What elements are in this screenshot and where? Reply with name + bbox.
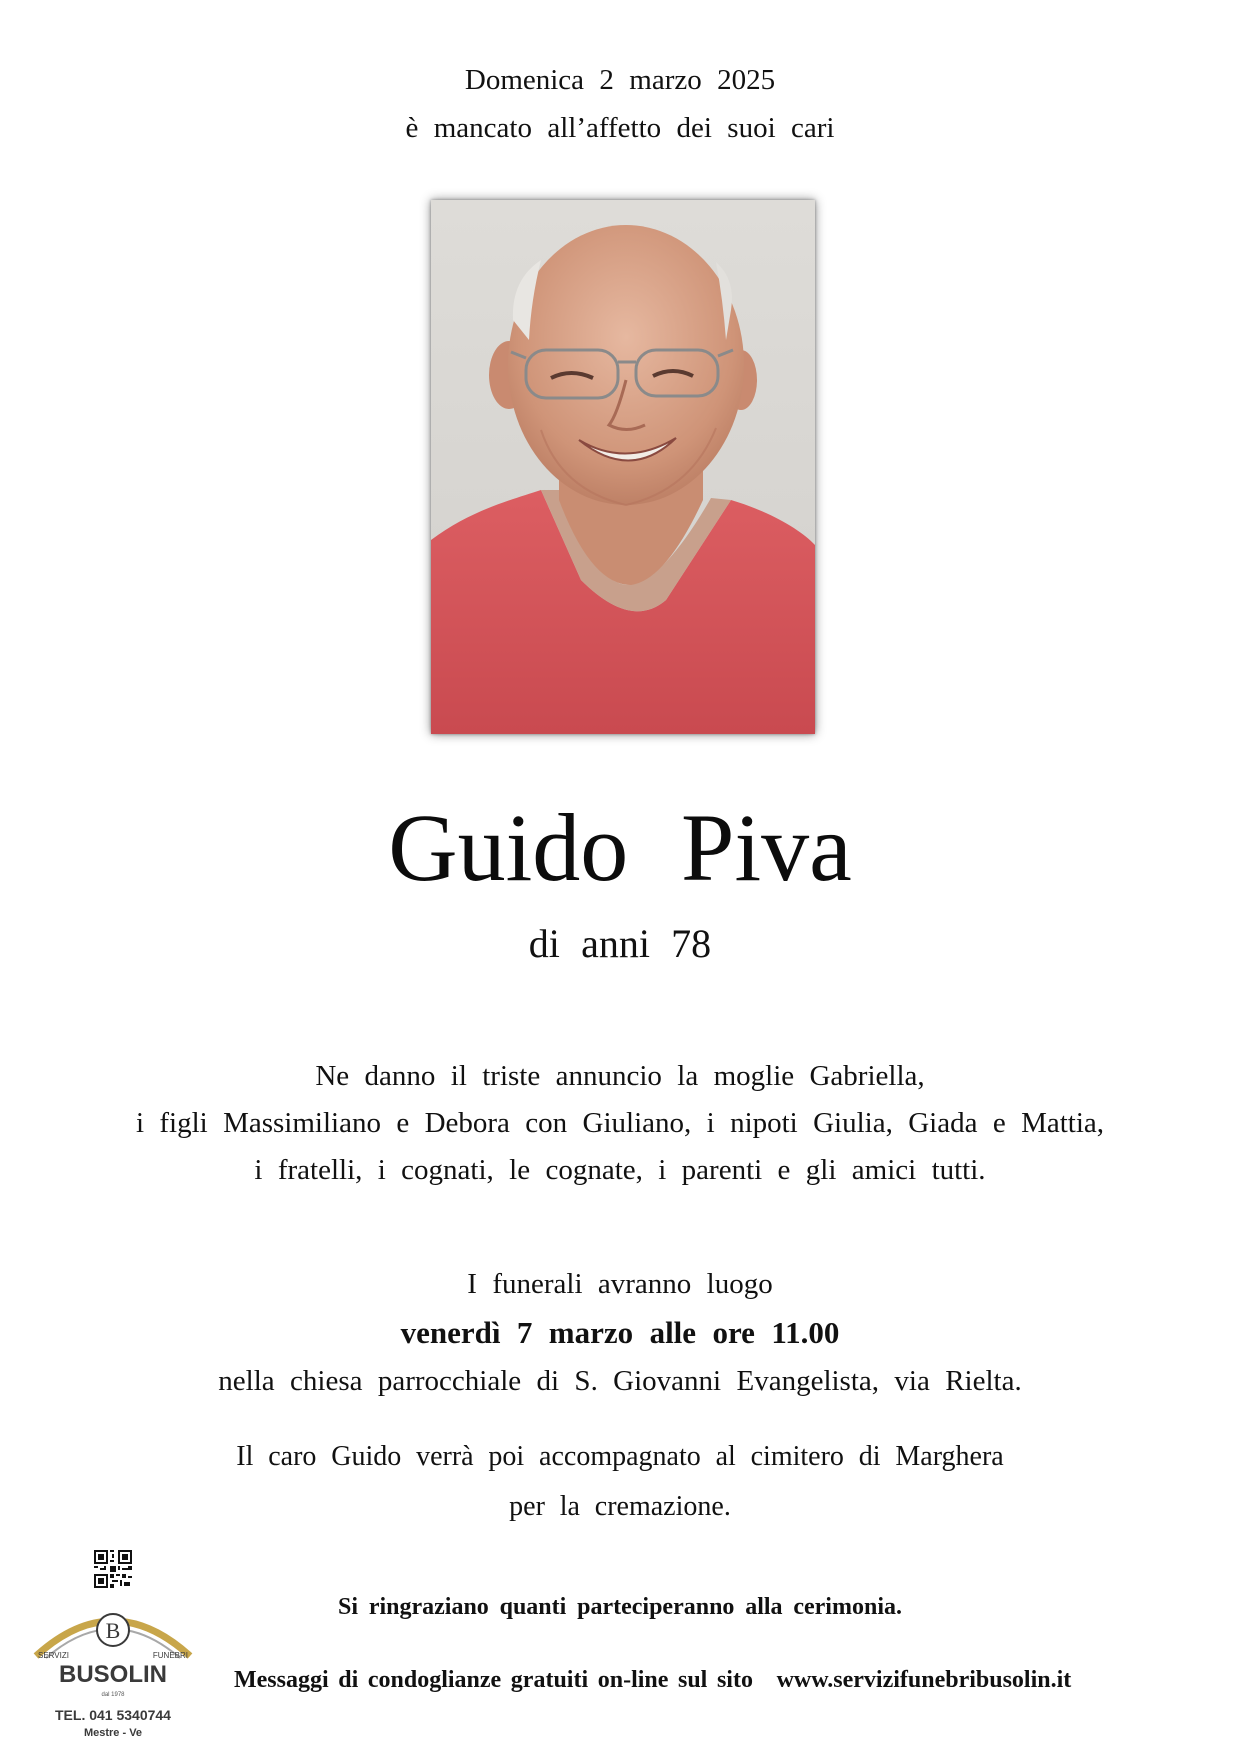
logo-monogram: B bbox=[105, 1618, 121, 1643]
cremation-line: Il caro Guido verrà poi accompagnato al cimitero di Marghera bbox=[236, 1441, 1004, 1472]
logo-funebri: FUNEBRI bbox=[152, 1651, 188, 1660]
condolences-footer bbox=[234, 1667, 1071, 1694]
condolences-text: Messaggi di condoglianze gratuiti on-line sul sito bbox=[234, 1667, 753, 1693]
announcement-line: Ne danno il triste annuncio la moglie Gabriella, bbox=[315, 1060, 925, 1092]
logo-servizi: SERVIZI bbox=[38, 1651, 69, 1660]
death-date-line: Domenica 2 marzo 2025 bbox=[464, 64, 776, 96]
portrait-photo bbox=[431, 200, 815, 734]
funeral-place: nella chiesa parrocchiale di S. Giovanni Evangelista, via Rielta. bbox=[218, 1365, 1022, 1397]
thanks-line: Si ringraziano quanti parteciperanno alla cerimonia. bbox=[338, 1594, 902, 1620]
cremation-line: per la cremazione. bbox=[509, 1491, 731, 1522]
qr-code-icon[interactable] bbox=[94, 1550, 132, 1588]
logo-location: Mestre - Ve bbox=[83, 1727, 143, 1739]
deceased-name: Guido Piva bbox=[388, 794, 852, 901]
logo-phone: TEL. 041 5340744 bbox=[55, 1707, 171, 1723]
logo-brand: BUSOLIN bbox=[59, 1661, 167, 1688]
announcement-line: i figli Massimiliano e Debora con Giuliano, i nipoti Giulia, Giada e Mattia, bbox=[135, 1107, 1105, 1139]
funeral-datetime: venerdì 7 marzo alle ore 11.00 bbox=[400, 1315, 840, 1350]
website-link[interactable]: www.servizifunebribusolin.it bbox=[776, 1667, 1072, 1693]
announcement-line: i fratelli, i cognati, le cognate, i parenti e gli amici tutti. bbox=[254, 1154, 986, 1186]
passing-subtitle: è mancato all’affetto dei suoi cari bbox=[405, 112, 835, 144]
age-line: di anni 78 bbox=[528, 921, 712, 966]
funeral-intro: I funerali avranno luogo bbox=[467, 1268, 773, 1300]
busolin-logo bbox=[28, 1594, 198, 1744]
logo-since: dal 1978 bbox=[101, 1692, 125, 1698]
